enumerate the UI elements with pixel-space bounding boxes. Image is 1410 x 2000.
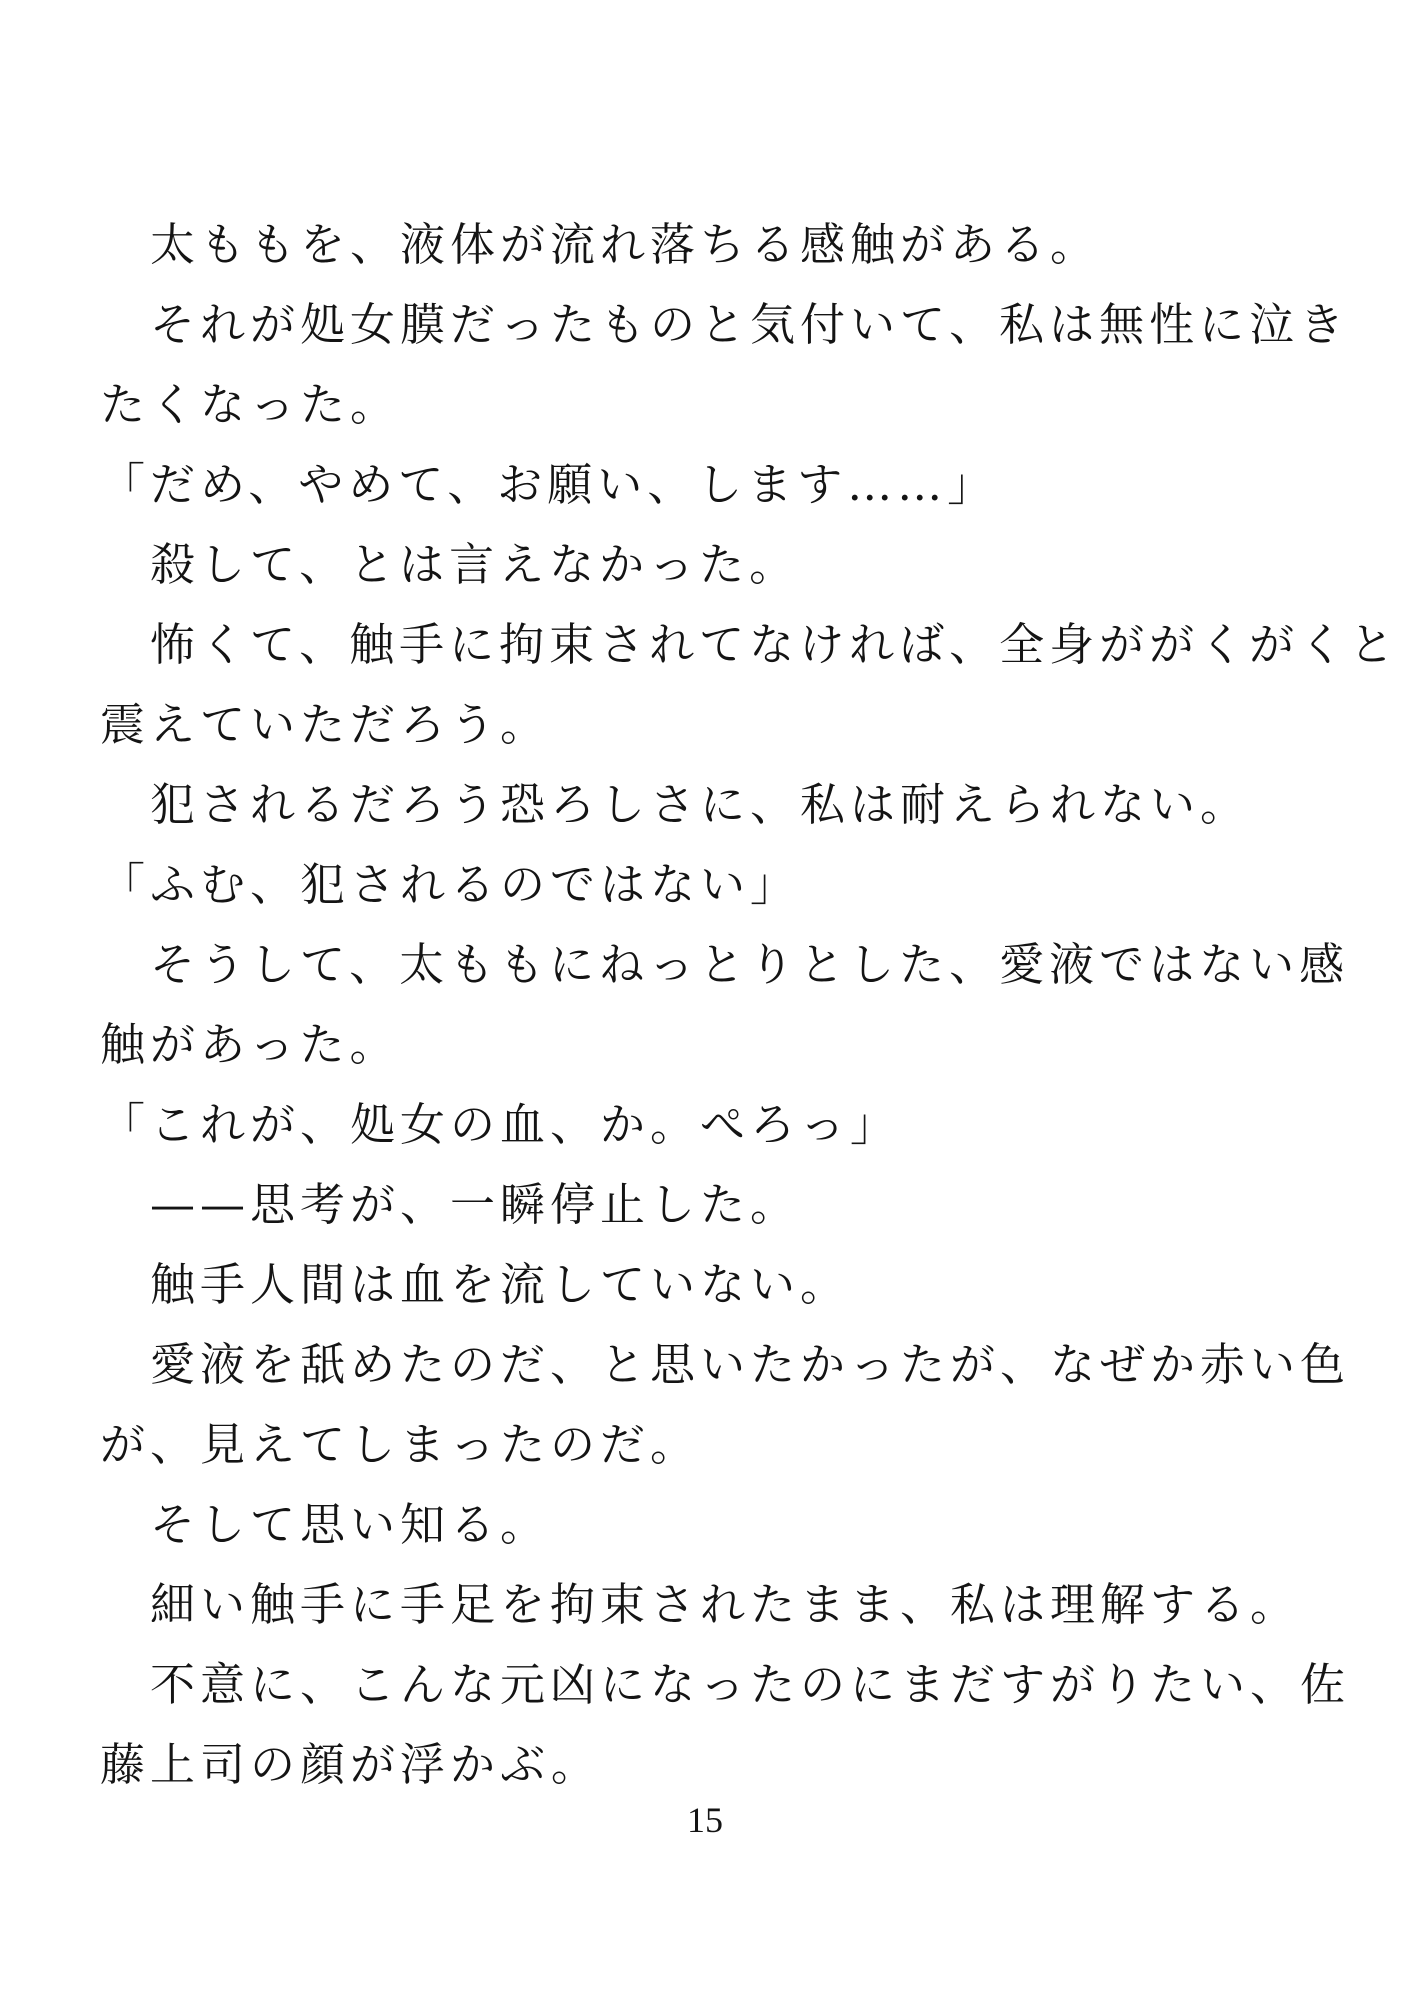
text-line: それが処女膜だったものと気付いて、私は無性に泣き [150, 298, 1350, 351]
text-line: が、見えてしまったのだ。 [100, 1418, 701, 1471]
text-line: ——思考が、一瞬停止した。 [150, 1178, 801, 1231]
body-text [100, 205, 1400, 1805]
text-line: 太ももを、液体が流れ落ちる感触がある。 [150, 218, 1101, 271]
text-line: そうして、太ももにねっとりとした、愛液ではない感 [150, 938, 1350, 991]
text-line: 愛液を舐めたのだ、と思いたかったが、なぜか赤い色 [150, 1338, 1351, 1391]
text-line: そして思い知る。 [150, 1498, 551, 1551]
text-line: 怖くて、触手に拘束されてなければ、全身ががくがくと [150, 618, 1400, 671]
text-line: 触があった。 [100, 1018, 400, 1071]
text-line: 藤上司の顔が浮かぶ。 [100, 1738, 601, 1791]
text-line: 細い触手に手足を拘束されたまま、私は理解する。 [150, 1578, 1301, 1631]
text-line: 不意に、こんな元凶になったのにまだすがりたい、佐 [150, 1658, 1351, 1711]
dialogue-line: 「ふむ、犯されるのではない」 [100, 858, 801, 911]
dialogue-line: 「これが、処女の血、か。ぺろっ」 [100, 1098, 901, 1151]
dialogue-line: 「だめ、やめて、お願い、します……」 [100, 458, 998, 511]
page-number: 15 [687, 1800, 723, 1840]
text-line: 触手人間は血を流していない。 [150, 1258, 851, 1311]
text-line: 震えていただろう。 [100, 698, 551, 751]
text-line: たくなった。 [100, 378, 401, 431]
text-line: 殺して、とは言えなかった。 [150, 538, 800, 591]
text-line: 犯されるだろう恐ろしさに、私は耐えられない。 [150, 778, 1251, 831]
